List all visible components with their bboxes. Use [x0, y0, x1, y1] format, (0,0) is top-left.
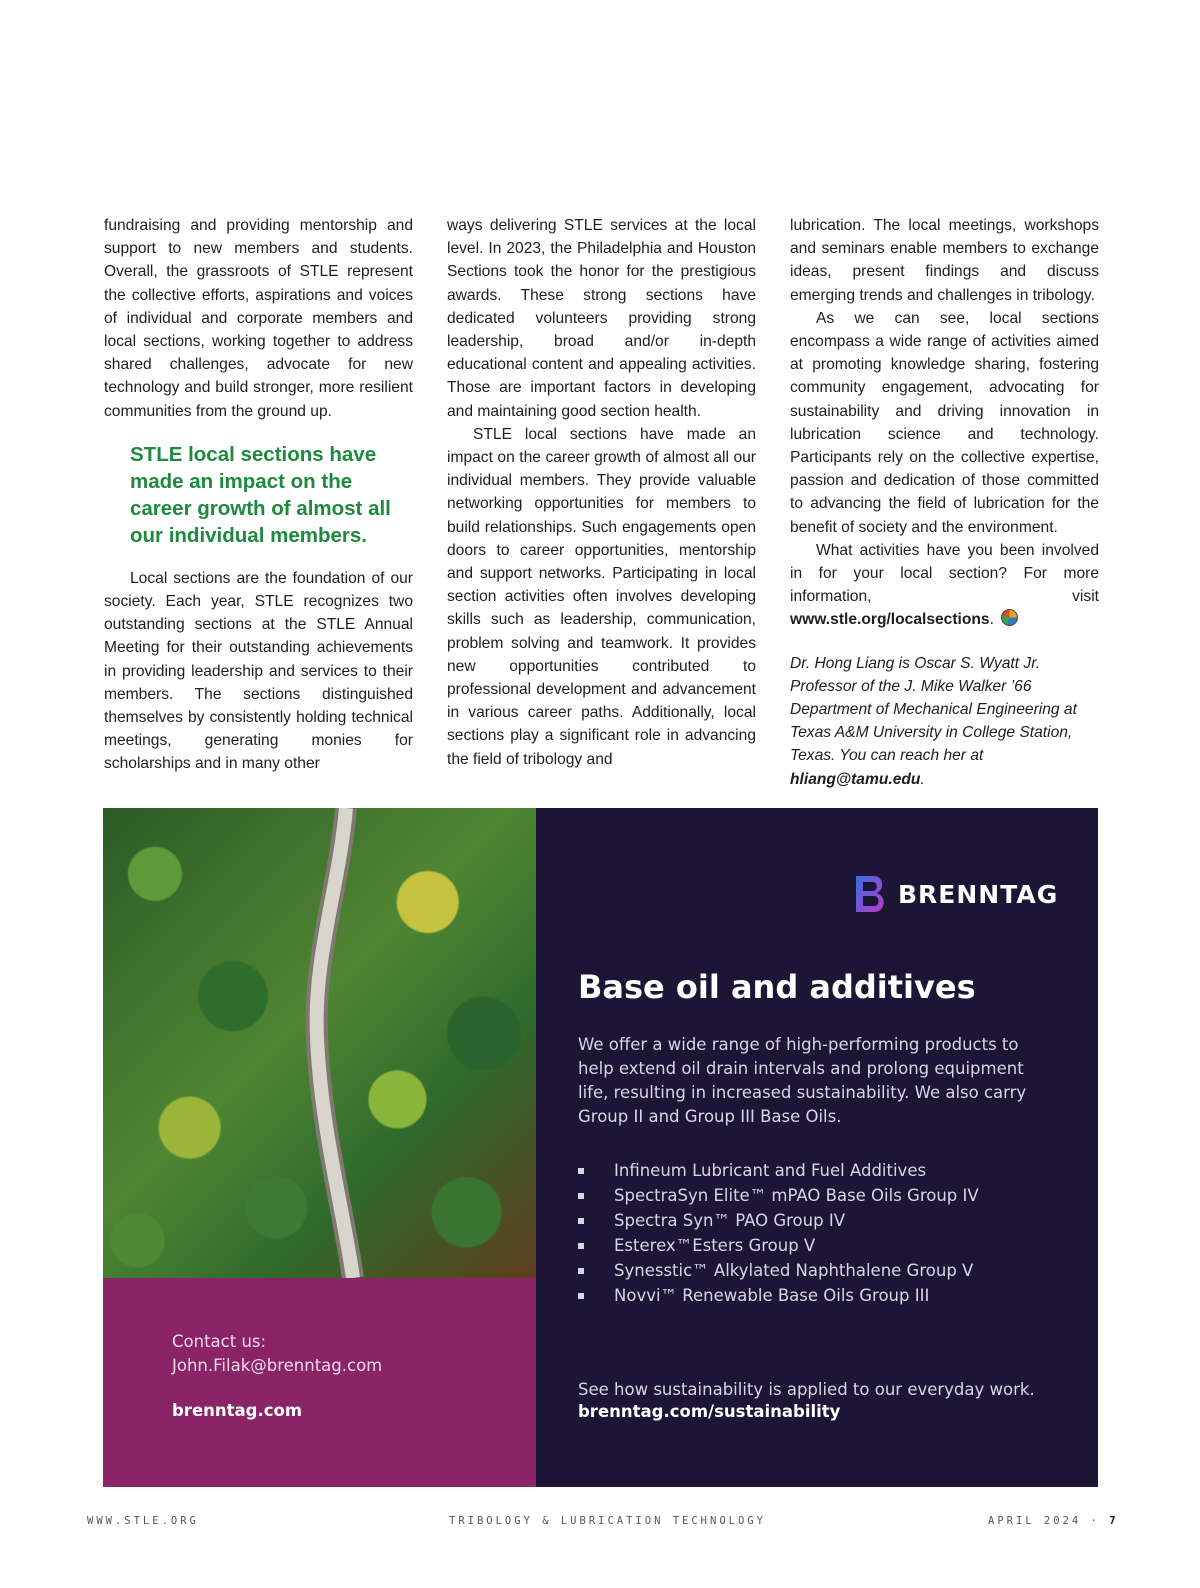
footer-website: WWW.STLE.ORG	[87, 1515, 199, 1527]
end-mark-icon	[1001, 609, 1018, 626]
author-bio	[790, 652, 1099, 791]
product-list	[578, 1158, 1078, 1308]
paragraph: fundraising and providing mentorship and support to new members and students. Overall, the grassroots of STLE represent the collective efforts, aspirations and voices of individual and corporate members and local sections, working together to address shared challenges, advocate for new technology and build stronger, more resilient communities from the ground up.	[104, 217, 413, 420]
brand-name: BRENNTAG	[898, 880, 1059, 909]
product-name: Infineum Lubricant and Fuel Additives	[614, 1161, 927, 1180]
brenntag-advertisement	[103, 808, 1098, 1487]
list-item	[578, 1283, 1078, 1308]
product-name: Esterex™Esters Group V	[614, 1236, 816, 1255]
contact-panel	[103, 1278, 536, 1487]
paragraph: lubrication. The local meetings, workshops and seminars enable members to exchange ideas, present findings and discuss emerging trends and challenges in tribology.	[790, 217, 1099, 304]
list-item	[578, 1258, 1078, 1283]
list-item	[578, 1233, 1078, 1258]
author-email-link[interactable]: hliang@tamu.edu	[790, 770, 921, 788]
bullet-icon	[578, 1168, 584, 1174]
list-item	[578, 1183, 1078, 1208]
article-column-2	[447, 214, 756, 771]
bio-text: Dr. Hong Liang is Oscar S. Wyatt Jr. Professor of the J. Mike Walker ’66 Department of Mechanical Engineering at Texas A&M University in College Station, Texas. You can reach her at	[790, 654, 1077, 765]
bullet-icon	[578, 1193, 584, 1199]
brenntag-site-link[interactable]: brenntag.com	[172, 1401, 303, 1420]
pull-quote: STLE local sections have made an impact on the career growth of almost all our individual members.	[130, 442, 391, 547]
product-name: SpectraSyn Elite™ mPAO Base Oils Group IV	[614, 1186, 979, 1205]
footer-date-page	[988, 1515, 1119, 1527]
list-item	[578, 1208, 1078, 1233]
sustainability-link[interactable]: brenntag.com/sustainability	[578, 1402, 841, 1421]
contact-email-link[interactable]: John.Filak@brenntag.com	[172, 1356, 383, 1375]
bullet-icon	[578, 1268, 584, 1274]
closing-text: What activities have you been involved in for your local section? For more information, visit	[790, 541, 1099, 606]
paragraph: As we can see, local sections encompass a wide range of activities aimed at promoting knowledge sharing, fostering community engagement, advocating for sustainability and driving innovation in lubrication science and technology. Participants rely on the collective expertise, passion and dedication of those committed to advancing the field of lubrication for the benefit of society and the environment.	[790, 309, 1099, 536]
closing-paragraph	[790, 539, 1099, 632]
forest-road-aerial-photo	[103, 808, 536, 1278]
road-graphic	[103, 808, 536, 1278]
closing-period: .	[989, 611, 994, 629]
bullet-icon	[578, 1243, 584, 1249]
ad-main-panel	[536, 808, 1098, 1487]
ad-intro: We offer a wide range of high-performing products to help extend oil drain intervals and prolong equipment life, resulting in increased sustainability. We also carry Group II and Group III Base Oils.	[578, 1035, 1027, 1126]
paragraph: STLE local sections have made an impact on the career growth of almost all our individual members. They provide valuable networking opportunities for members to build relationships. Such engagements open doors to career opportunities, mentorship and support networks. Participating in local section activities often involves developing skills such as leadership, communication, problem solving and teamwork. It provides new opportunities contributed to professional development and advancement in various career paths. Additionally, local sections play a significant role in advancing the field of tribology and	[447, 425, 756, 768]
ad-headline: Base oil and additives	[578, 968, 976, 1006]
article-column-3	[790, 214, 1099, 791]
product-name: Spectra Syn™ PAO Group IV	[614, 1211, 845, 1230]
article-column-1	[104, 214, 413, 776]
list-item	[578, 1158, 1078, 1183]
paragraph: ways delivering STLE services at the local level. In 2023, the Philadelphia and Houston Sections took the honor for the prestigious awards. These strong sections have dedicated volunteers providing strong leadership, broad and/or in-depth educational content and appealing activities. Those are important factors in developing and maintaining good section health.	[447, 217, 756, 420]
brenntag-logo-icon	[854, 874, 888, 914]
local-sections-link[interactable]: www.stle.org/localsections	[790, 611, 990, 629]
product-name: Novvi™ Renewable Base Oils Group III	[614, 1286, 930, 1305]
sustainability-text: See how sustainability is applied to our everyday work.	[578, 1380, 1035, 1399]
footer-separator: ·	[1090, 1515, 1100, 1527]
product-name: Synesstic™ Alkylated Naphthalene Group V	[614, 1261, 974, 1280]
bullet-icon	[578, 1218, 584, 1224]
footer-date: APRIL 2024	[988, 1515, 1082, 1527]
page-number: 7	[1109, 1515, 1119, 1527]
bullet-icon	[578, 1293, 584, 1299]
paragraph: Local sections are the foundation of our society. Each year, STLE recognizes two outstanding sections at the STLE Annual Meeting for their outstanding achievements in providing leadership and services to their members. The sections distinguished themselves by consistently holding technical meetings, generating monies for scholarships and in many other	[104, 569, 413, 773]
contact-label: Contact us:	[172, 1332, 267, 1351]
bio-period: .	[920, 770, 925, 788]
footer-publication: TRIBOLOGY & LUBRICATION TECHNOLOGY	[449, 1515, 766, 1527]
